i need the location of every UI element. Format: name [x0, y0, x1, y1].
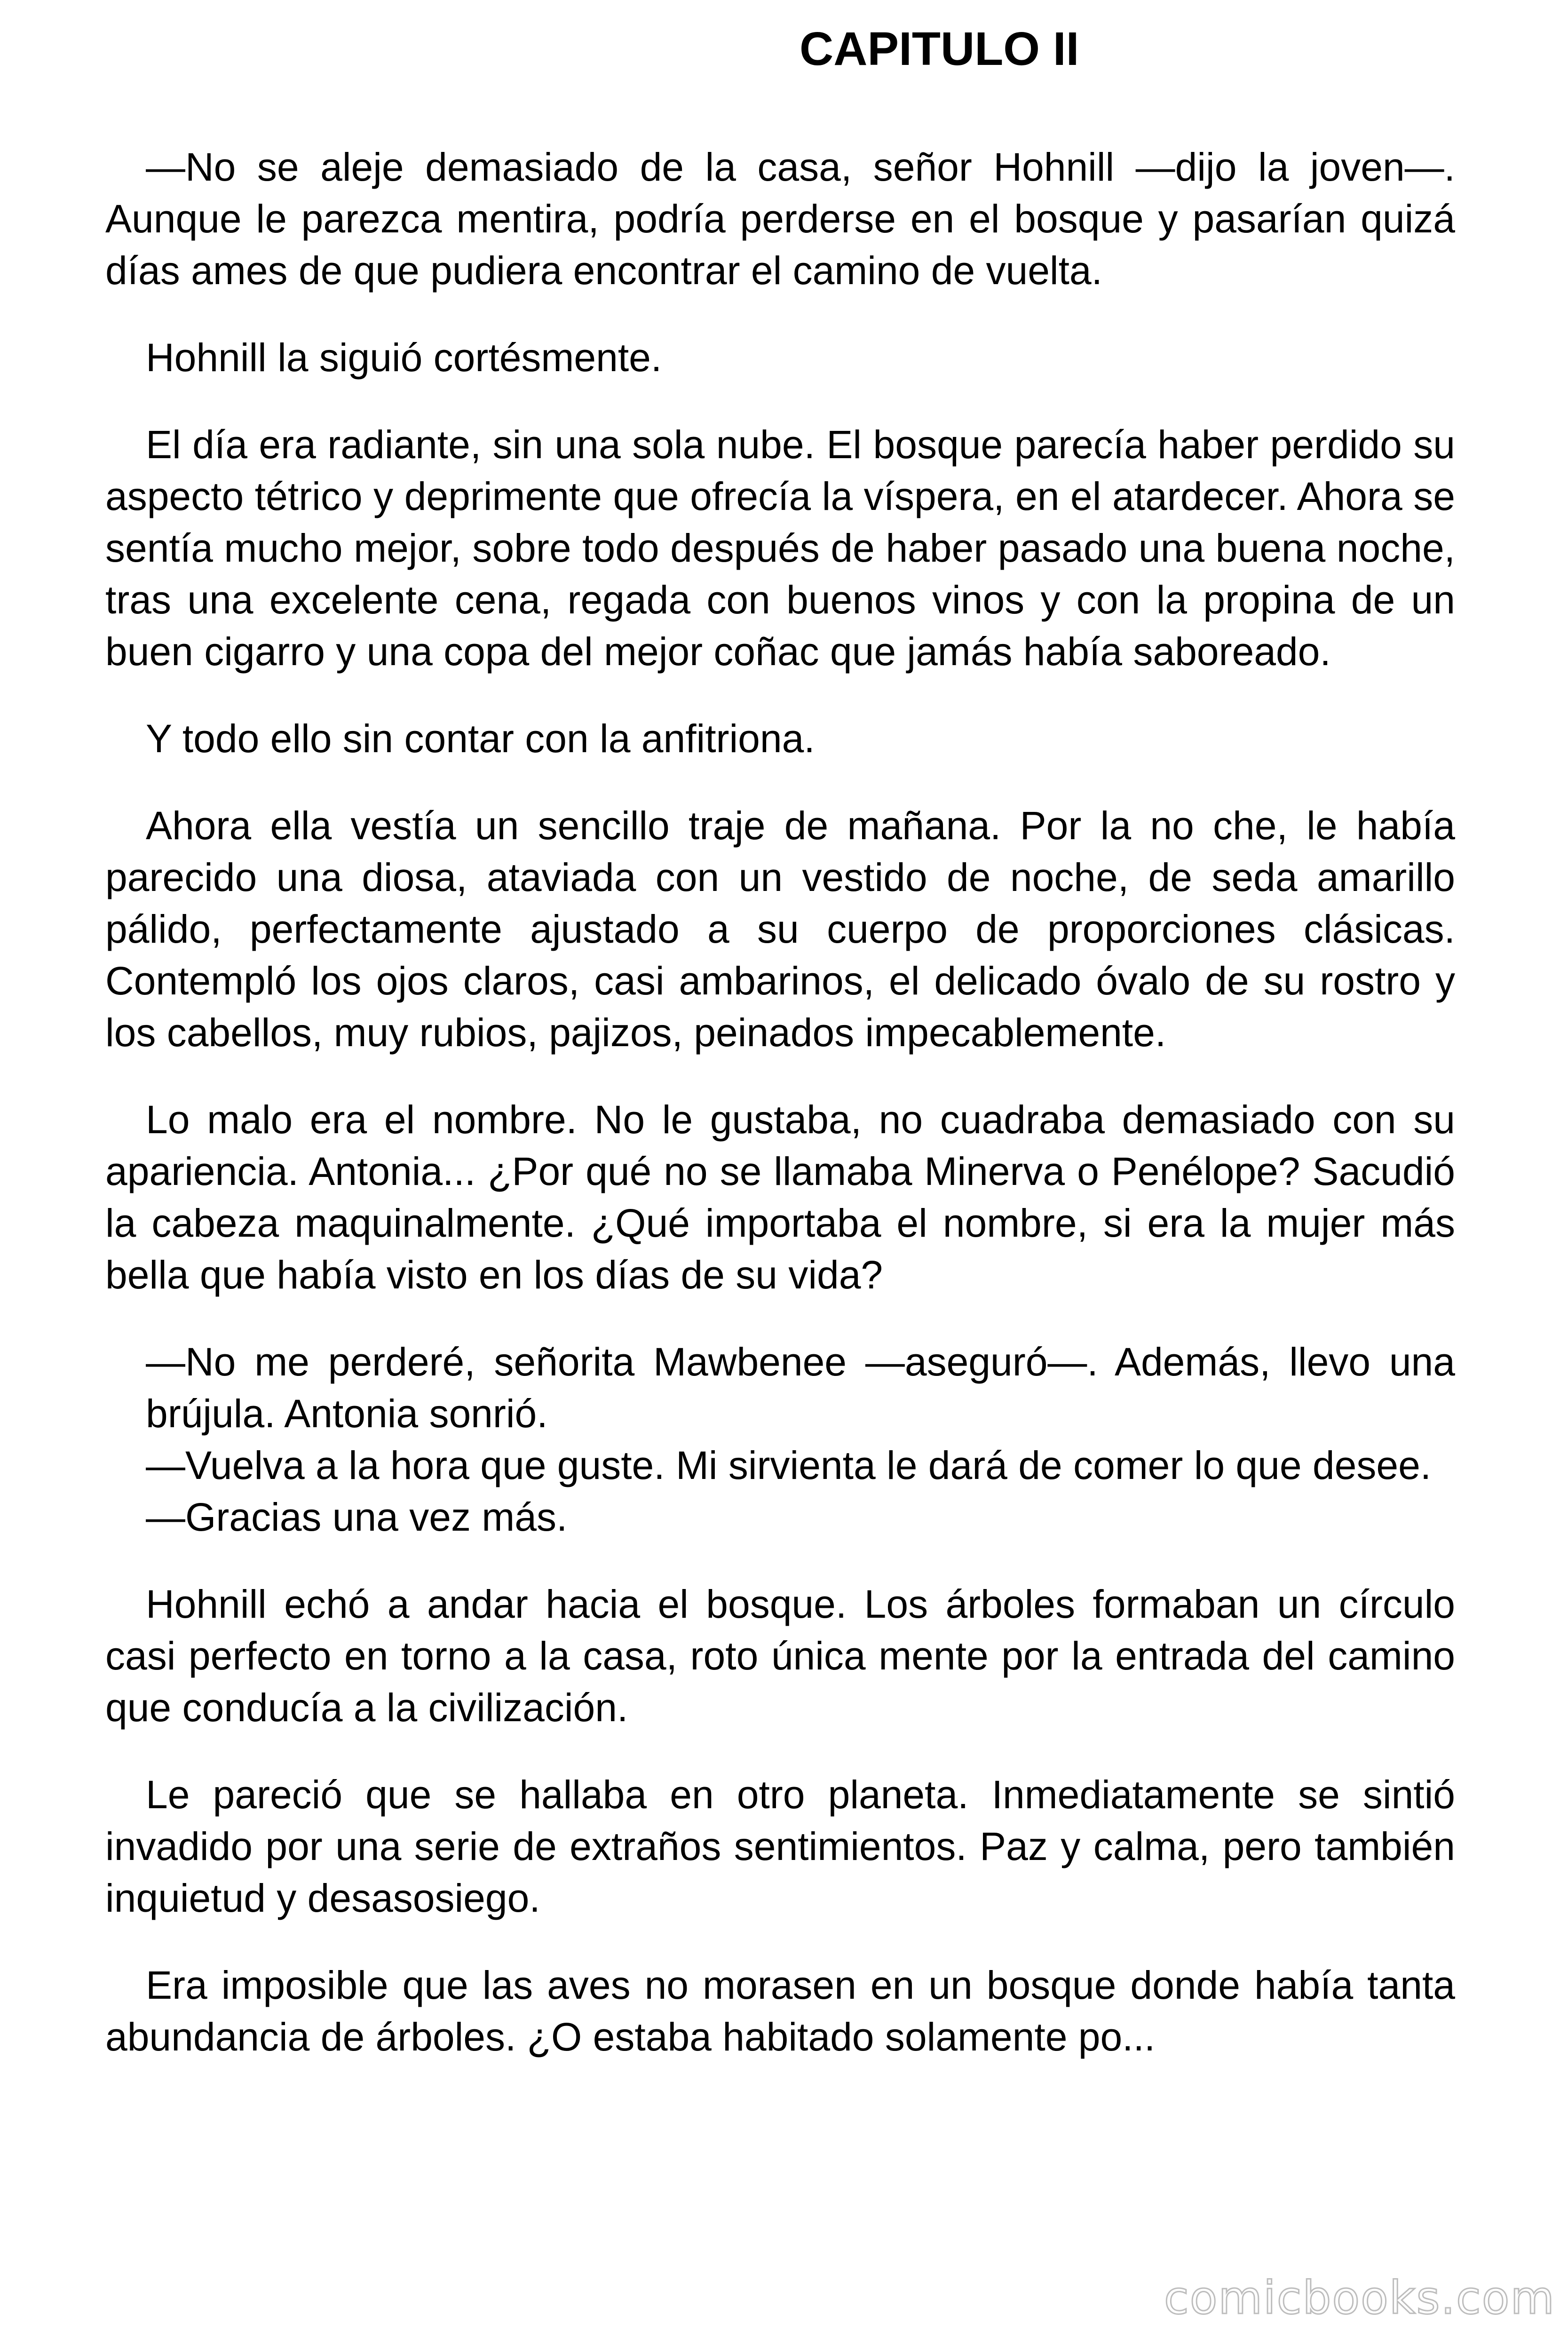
paragraph-4: Y todo ello sin contar con la anfitriona.: [146, 716, 815, 761]
paragraph-5: Ahora ella vestía un sencillo traje de mañana. Por la no che, le había parecido una diosa, ataviada con un vestido de noche, de seda amarillo pálido, perfectamente ajustado a su cuerpo de proporciones clásicas. Contempló los ojos claros, casi ambarinos, el delicado óvalo de su rostro y los cabellos, muy rubios, pajizos, peinados impecablemente.: [105, 803, 1455, 1055]
dialogue-line-3: —Gracias una vez más.: [146, 1495, 568, 1539]
body-text: [105, 141, 1455, 2098]
dialogue-line-2: —Vuelva a la hora que guste. Mi sirvienta le dará de comer lo que desee.: [146, 1443, 1432, 1487]
paragraph-3: El día era radiante, sin una sola nube. El bosque parecía haber perdido su aspecto tétrico y deprimente que ofrecía la víspera, en el atardecer. Ahora se sentía mucho mejor, sobre todo después de haber pasado una buena noche, tras una excelente cena, regada con buenos vinos y con la propina de un buen cigarro y una copa del mejor coñac que jamás había saboreado.: [105, 422, 1455, 674]
paragraph-1: —No se aleje demasiado de la casa, señor Hohnill —dijo la joven—. Aunque le parezca mentira, podría perderse en el bosque y pasarían quizá días ames de que pudiera encontrar el camino de vuelta.: [105, 145, 1455, 293]
dialogue-block: [146, 1336, 1455, 1543]
paragraph-9: Era imposible que las aves no morasen en un bosque donde había tanta abundancia de árboles. ¿O estaba habitado solamente po...: [105, 1963, 1455, 2059]
paragraph-6: Lo malo era el nombre. No le gustaba, no cuadraba demasiado con su apariencia. Antonia... ¿Por qué no se llamaba Minerva o Penélope? Sacudió la cabeza maquinalmente. ¿Qué importaba el nombre, si era la mujer más bella que había visto en los días de su vida?: [105, 1097, 1455, 1297]
watermark-text: comicbooks.com: [1164, 2272, 1556, 2324]
paragraph-7: Hohnill echó a andar hacia el bosque. Los árboles formaban un círculo casi perfecto en torno a la casa, roto única mente por la entrada del camino que conducía a la civilización.: [105, 1582, 1455, 1730]
paragraph-8: Le pareció que se hallaba en otro planeta. Inmediatamente se sintió invadido por una serie de extraños sentimientos. Paz y calma, pero también inquietud y desasosiego.: [105, 1772, 1455, 1920]
paragraph-2: Hohnill la siguió cortésmente.: [146, 335, 662, 380]
chapter-title: CAPITULO II: [800, 23, 1079, 75]
dialogue-line-1: —No me perderé, señorita Mawbenee —aseguró—. Además, llevo una brújula. Antonia sonrió.: [146, 1340, 1455, 1436]
